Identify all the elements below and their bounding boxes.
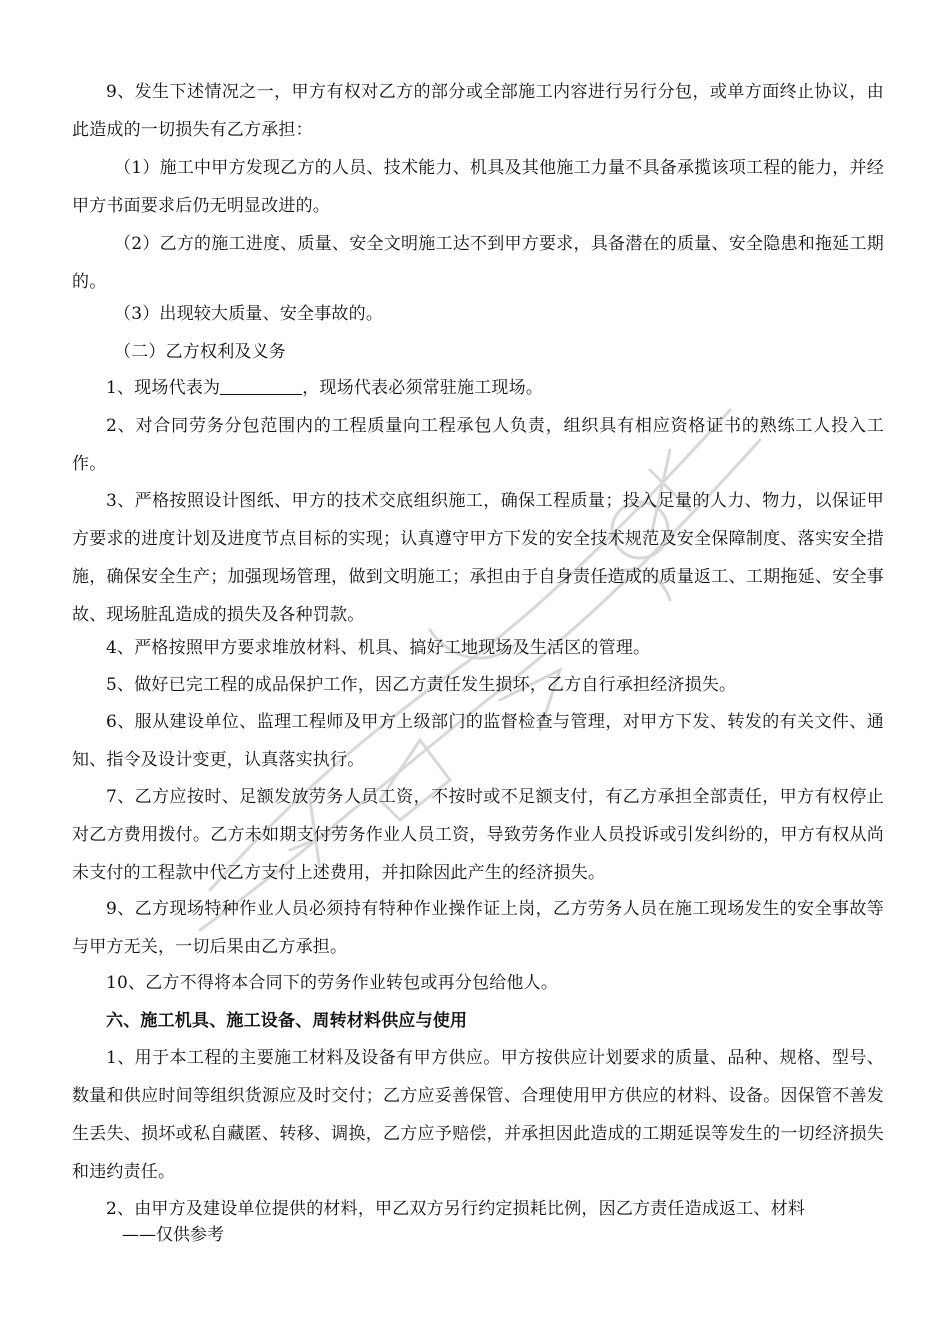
paragraph-supply-2: 2、由甲方及建设单位提供的材料，甲乙双方另行约定损耗比例，因乙方责任造成返工、材料 xyxy=(106,1199,806,1219)
paragraph-item-1: （1）施工中甲方发现乙方的人员、技术能力、机具及其他施工力量不具备承揽该项工程的能力，并经甲方书面要求后仍无明显改进的。 xyxy=(72,158,884,216)
rep-blank-field[interactable] xyxy=(220,376,302,395)
footer-note: ——仅供参考 xyxy=(122,1225,224,1245)
paragraph-clause-4: 4、严格按照甲方要求堆放材料、机具、搞好工地现场及生活区的管理。 xyxy=(106,638,651,658)
paragraph-supply-1: 1、用于本工程的主要施工材料及设备有甲方供应。甲方按供应计划要求的质量、品种、规格、型号、数量和供应时间等组织货源应及时交付；乙方应妥善保管、合理使用甲方供应的材料、设备。因保管不善发生丢失、损坏或私自藏匿、转移、调换，乙方应予赔偿，并承担因此造成的工期延误等发生的一切经济损失和违约责任。 xyxy=(72,1048,884,1182)
rep-suffix: ，现场代表必须常驻施工现场。 xyxy=(302,378,544,398)
paragraph-clause-10: 10、乙方不得将本合同下的劳务作业转包或再分包给他人。 xyxy=(106,973,559,993)
paragraph-clause-3: 3、严格按照设计图纸、甲方的技术交底组织施工，确保工程质量；投入足量的人力、物力，以保证甲方要求的进度计划及进度节点目标的实现；认真遵守甲方下发的安全技术规范及安全保障制度、落实安全措施，确保安全生产；加强现场管理，做到文明施工；承担由于自身责任造成的质量返工、工期拖延、安全事故、现场脏乱造成的损失及各种罚款。 xyxy=(72,491,884,625)
paragraph-clause-1 xyxy=(72,369,884,407)
paragraph-clause-7: 7、乙方应按时、足额发放劳务人员工资，不按时或不足额支付，有乙方承担全部责任，甲方有权停止对乙方费用拨付。乙方未如期支付劳务作业人员工资，导致劳务作业人员投诉或引发纠纷的，甲方有权从尚未支付的工程款中代乙方支付上述费用，并扣除因此产生的经济损失。 xyxy=(72,787,884,883)
paragraph-clause-6: 6、服从建设单位、监理工程师及甲方上级部门的监督检查与管理，对甲方下发、转发的有关文件、通知、指令及设计变更，认真落实执行。 xyxy=(72,712,884,770)
paragraph-clause-5: 5、做好已完工程的成品保护工作，因乙方责任发生损坏，乙方自行承担经济损失。 xyxy=(106,675,737,695)
section-heading-six: 六、施工机具、施工设备、周转材料供应与使用 xyxy=(106,1011,468,1031)
section-heading-b-rights: （二）乙方权利及义务 xyxy=(114,342,286,362)
paragraph-item-3: （3）出现较大质量、安全事故的。 xyxy=(114,304,384,324)
paragraph-clause-9-a: 9、发生下述情况之一，甲方有权对乙方的部分或全部施工内容进行另行分包，或单方面终止协议，由此造成的一切损失有乙方承担： xyxy=(72,82,884,140)
rep-prefix: 1、现场代表为 xyxy=(106,378,221,398)
paragraph-clause-9-b: 9、乙方现场特种作业人员必须持有特种作业操作证上岗，乙方劳务人员在施工现场发生的安全事故等与甲方无关，一切后果由乙方承担。 xyxy=(72,899,884,957)
paragraph-clause-2: 2、对合同劳务分包范围内的工程质量向工程承包人负责，组织具有相应资格证书的熟练工人投入工作。 xyxy=(72,416,884,474)
paragraph-item-2: （2）乙方的施工进度、质量、安全文明施工达不到甲方要求，具备潜在的质量、安全隐患和拖延工期的。 xyxy=(72,234,884,292)
